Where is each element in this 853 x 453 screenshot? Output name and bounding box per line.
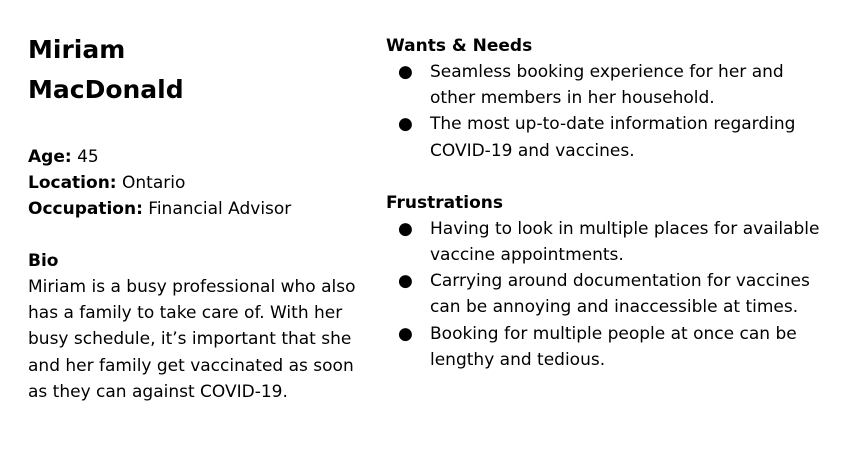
persona-goals [386, 33, 836, 373]
age-row [28, 144, 368, 170]
frustrations-heading: Frustrations [386, 192, 503, 213]
list-item [386, 321, 820, 373]
list-item-text: Having to look in multiple places for available vaccine appointments. [430, 218, 820, 266]
age-label: Age: [28, 147, 72, 167]
bullet-icon: ● [398, 114, 413, 135]
bullet-icon: ● [398, 62, 413, 82]
wants-needs-list [386, 59, 836, 164]
occupation-label: Occupation: [28, 199, 143, 219]
list-item [386, 268, 820, 320]
persona-last-name: MacDonald [28, 75, 184, 104]
persona-profile [28, 30, 368, 405]
bullet-icon: ● [398, 218, 413, 239]
location-row [28, 170, 368, 196]
list-item-text: The most up-to-date information regarding COVID-19 and vaccines. [430, 114, 796, 161]
frustrations-list [386, 216, 836, 373]
bullet-icon: ● [398, 271, 413, 292]
occupation-row [28, 196, 368, 222]
list-item-text: Booking for multiple people at once can be lengthy and tedious. [430, 323, 797, 370]
location-value: Ontario [122, 173, 186, 193]
list-item [386, 111, 820, 163]
persona-facts [28, 144, 368, 222]
bio-heading: Bio [28, 251, 59, 271]
wants-needs-heading: Wants & Needs [386, 36, 533, 56]
persona-name [28, 30, 368, 110]
bio-text: Miriam is a busy professional who also has a family to take care of. With her busy schedule, it’s important that she and her family get vaccinated as soon as they can against COVID-19. [28, 277, 356, 402]
list-item-text: Seamless booking experience for her and other members in her household. [430, 62, 784, 109]
bullet-icon: ● [398, 323, 413, 344]
list-item [386, 216, 820, 268]
occupation-value: Financial Advisor [148, 199, 292, 219]
list-item [386, 59, 820, 111]
list-item-text: Carrying around documentation for vaccines can be annoying and inaccessible at times. [430, 271, 810, 318]
persona-first-name: Miriam [28, 35, 126, 64]
location-label: Location: [28, 173, 117, 193]
age-value: 45 [77, 147, 99, 167]
